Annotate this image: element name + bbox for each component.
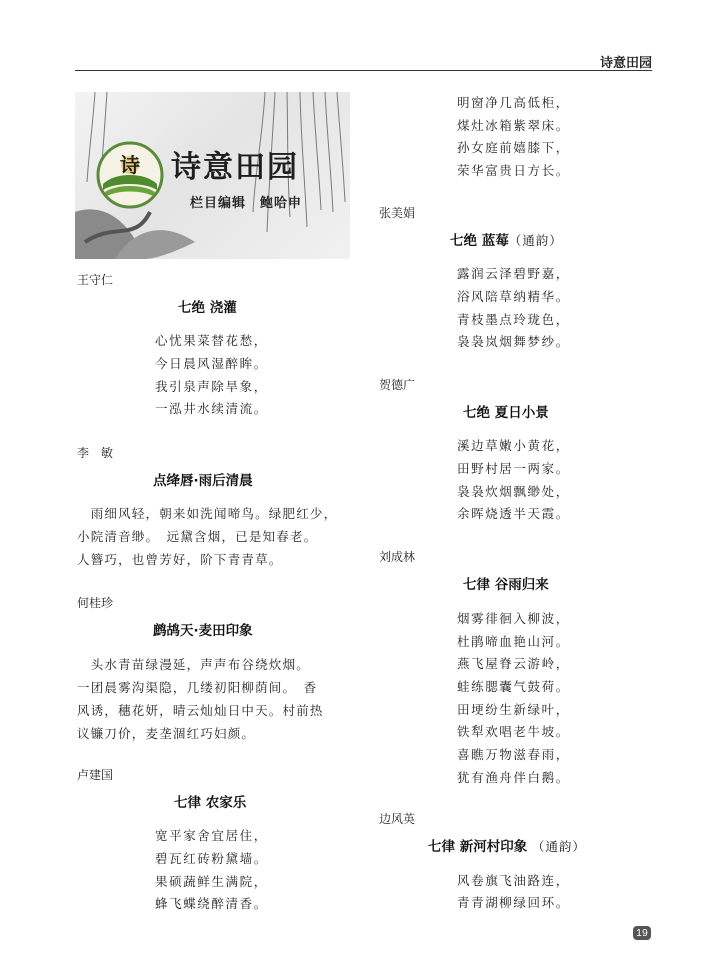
poem-line: 溪边草嫩小黄花， [457,438,570,453]
poem-line: 犹有渔舟伴白鹅。 [457,770,570,785]
poem-author: 边风英 [379,812,416,826]
header-rule [75,70,652,71]
poem-author: 王守仁 [77,273,114,287]
poem-title [450,229,563,249]
poem-author: 刘成林 [379,550,416,564]
poem-title-text: 七绝 蓝莓 [450,233,509,249]
poem-line: 燕飞屋脊云游岭， [457,656,570,671]
section-title: 诗意田园 [599,55,652,70]
poem-line: 余晖烧透半天霞。 [457,506,570,521]
poem-line: 杜鹃啼血艳山河。 [457,634,570,649]
poem-line: 喜瞧万物滋春雨， [457,747,570,762]
poem-line: 今日晨风湿醉眸。 [155,356,268,371]
poem-line: 袅袅岚烟舞梦纱。 [457,334,570,349]
poem-title: 鹧鸪天·麦田印象 [153,623,253,639]
poem-line: 青青湖柳绿回环。 [457,895,570,910]
poem-line: 袅袅炊烟飘缈处， [457,484,570,499]
prose-line: 议镰刀价，麦垄涸红巧妇颜。 [77,726,256,741]
prose-line: 头水青苗绿漫延，声声布谷绕炊烟。 [77,657,310,672]
poem-title: 七律 谷雨归来 [463,577,549,593]
poem-line: 田野村居一两家。 [457,461,570,476]
page-number: 19 [633,926,651,940]
poem-line: 铁犁欢唱老牛坡。 [457,724,570,739]
poem-line: 露润云泽碧野嘉， [457,266,570,281]
poem-line: 碧瓦红砖粉黛墙。 [155,851,268,866]
poem-line: 一泓井水续清流。 [155,401,268,416]
poem-author: 何桂珍 [77,596,114,610]
poem-title: 七绝 夏日小景 [463,405,549,421]
prose-line: 一团晨雾沟渠隐，几缕初阳柳荫间。 香 [77,680,318,695]
poem-line: 明窗净几高低柜， [457,95,570,110]
poem-line: 田埂纷生新绿叶， [457,702,570,717]
poem-line: 青枝墨点玲珑色， [457,312,570,327]
poem-line: 蜂飞蝶绕醉清香。 [155,896,268,911]
poem-line: 蛙练腮囊气鼓荷。 [457,679,570,694]
svg-text:诗: 诗 [120,153,140,177]
prose-line: 小院清音缈。 远黛含烟，已是知春老。 [77,529,318,544]
poem-line: 煤灶冰箱紫翠床。 [457,118,570,133]
poem-title-tag: （通韵） [531,839,586,854]
poem-line: 烟雾徘徊入柳波， [457,611,570,626]
poem-title [428,835,586,855]
prose-line: 雨细风轻，朝来如洗闻啼鸟。绿肥红少， [77,506,338,521]
poem-title-text: 七律 新河村印象 [428,839,528,855]
prose-line: 人簪巧，也曾芳好，阶下青青草。 [77,552,283,567]
poetry-seal-logo [95,140,165,210]
poem-title: 七绝 浇灌 [178,300,237,316]
column-editor: 栏目编辑 鲍哈申 [190,196,303,211]
poem-author: 卢建国 [77,768,114,782]
poem-line: 浴风陪草纳精华。 [457,289,570,304]
poem-title: 七律 农家乐 [174,795,247,811]
poem-author: 李 敏 [77,446,114,460]
poem-author: 张美娟 [379,206,416,220]
prose-line: 风诱，穗花妍，晴云灿灿日中天。村前热 [77,703,324,718]
poem-title-tag: （通韵） [508,233,563,248]
poem-line: 果硕蔬鲜生满院， [155,874,268,889]
poem-line: 风卷旗飞油路连， [457,873,570,888]
poem-line: 宽平家舍宜居住， [155,828,268,843]
poem-line: 心忧果菜替花愁， [155,333,268,348]
banner-title: 诗意田园 [171,150,299,185]
poem-line: 孙女庭前嬉膝下， [457,140,570,155]
poem-line: 荣华富贵日方长。 [457,163,570,178]
poem-line: 我引泉声除旱象， [155,379,268,394]
poem-title: 点绛唇·雨后清晨 [153,473,253,489]
poem-author: 贺德广 [379,378,416,392]
column-banner [75,92,350,259]
